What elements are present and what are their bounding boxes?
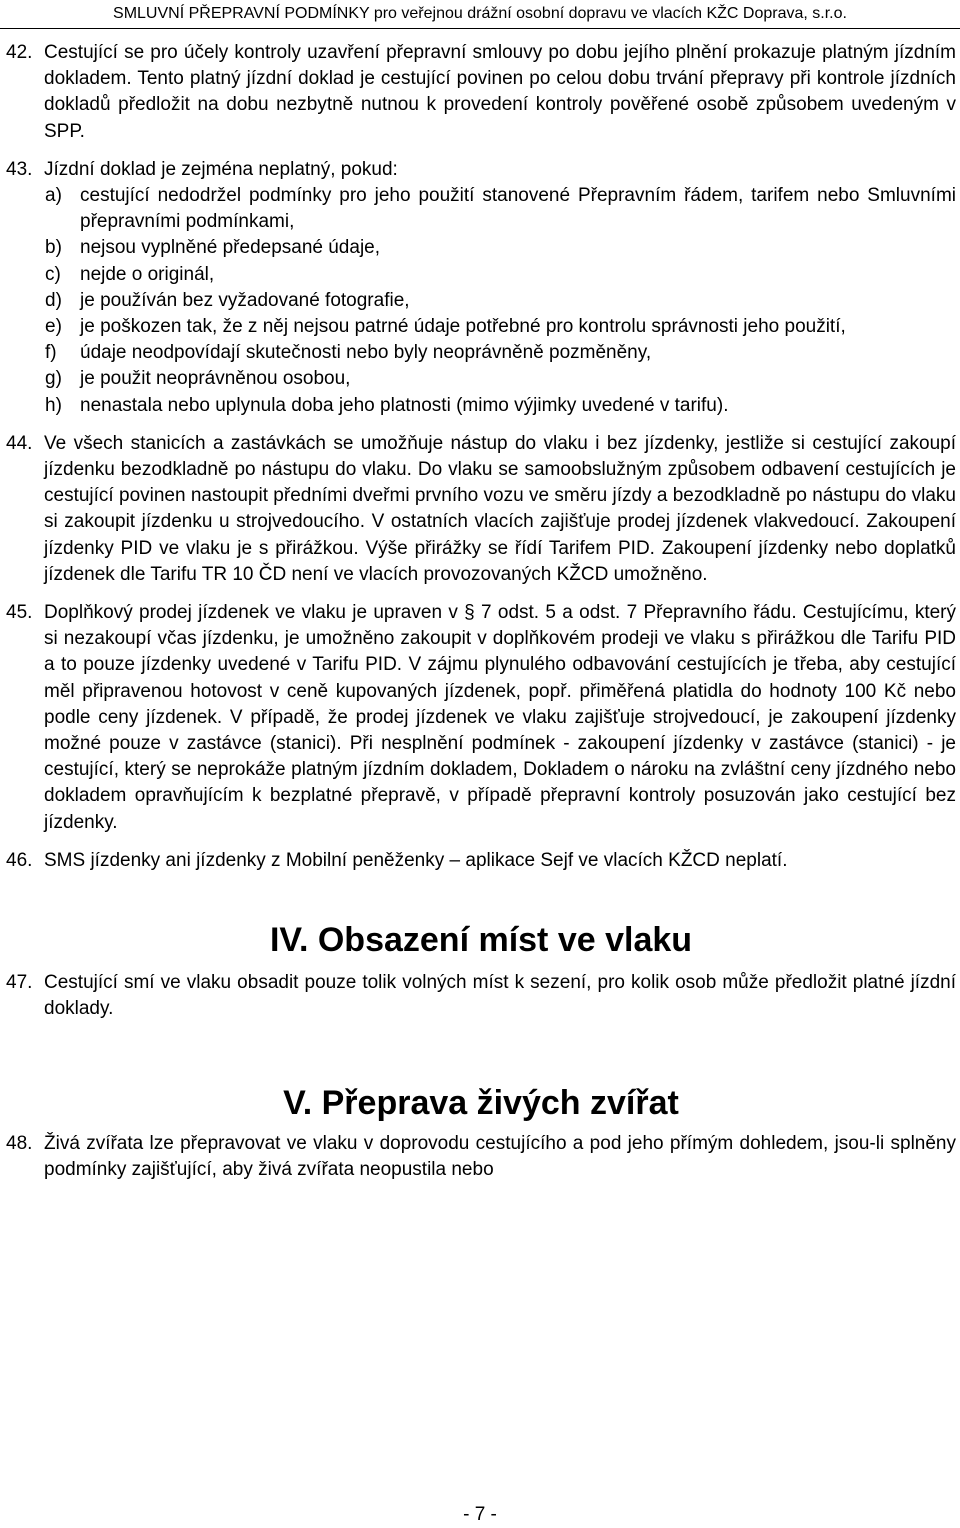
list-item [44,235,956,261]
list-letter: e) [45,316,62,338]
list-letter: g) [45,368,62,390]
article-number: 42. [6,42,33,63]
article-44 [6,431,956,588]
section-heading-iv: IV. Obsazení míst ve vlaku [269,921,693,960]
article-number: 47. [6,972,33,994]
running-header: SMLUVNÍ PŘEPRAVNÍ PODMÍNKY pro veřejnou drážní osobní dopravu ve vlacích KŽC Doprava, s.r.o. [113,5,847,22]
article-text: Cestující smí ve vlaku obsadit pouze tolik volných míst k sezení, pro kolik osob může předložit platné jízdní doklady. [44,972,956,1020]
article-number: 45. [6,602,33,624]
list-item-text: je poškozen tak, že z něj nejsou patrné údaje potřebné pro kontrolu správnosti jeho použití, [80,316,846,338]
list-item [44,288,956,314]
article-text: SMS jízdenky ani jízdenky z Mobilní peněženky – aplikace Sejf ve vlacích KŽCD neplatí. [44,849,788,871]
article-text: Cestující se pro účely kontroly uzavření přepravní smlouvy po dobu jejího plnění prokazuje platným jízdním dokladem. Tento platný jízdní doklad je cestující povinen po celou dobu trvání přepravy při kontrole jízdních dokladů předložit na dobu nezbytně nutnou k provedení kontroly pověřené osobě způsobem uvedeným v SPP. [44,42,956,142]
article-text: Ve všech stanicích a zastávkách se umožňuje nástup do vlaku i bez jízdenky, jestliže si cestující zakoupí jízdenku bezodkladně po nástupu do vlaku. Do vlaku se samoobslužným způsobem odbavení cestujících je cestující povinen nastoupit předními dveřmi prvního vozu ve směru jízdy a bezodkladně po nástupu do vlaku si zakoupit jízdenku u strojvedoucího. V ostatních vlacích zajišťuje prodej jízdenek vlakvedoucí. Zakoupení jízdenky PID ve vlaku je s přirážkou. Výše přirážky se řídí Tarifem PID. Zakoupení jízdenky nebo doplatků jízdenek dle Tarifu TR 10 ČD není ve vlacích provozovaných KŽCD umožněno. [44,432,956,585]
header-rule [0,28,960,29]
article-content [44,157,956,419]
list-item [44,340,956,366]
list-item [44,393,956,419]
article-47 [6,970,956,1022]
article-intro: Jízdní doklad je zejména neplatný, pokud: [44,158,398,180]
article-46 [6,848,956,874]
list-item [44,183,956,235]
article-number: 48. [6,1132,33,1154]
list-letter: h) [45,394,62,416]
section-heading-v: V. Přeprava živých zvířat [283,1083,679,1122]
list-letter: a) [45,185,62,207]
article-text: Doplňkový prodej jízdenek ve vlaku je upraven v § 7 odst. 5 a odst. 7 Přepravního řádu. Cestujícímu, který si nezakoupí včas jízdenku, je umožněno zakoupit v doplňkovém prodeji ve vlaku s přirážkou dle Tarifu PID a to pouze jízdenky uvedené v Tarifu PID. V zájmu plynulého odbavování cestujících je třeba, aby cestující měl připravenou hotovost v ceně kupovaných jízdenek, popř. přiměřená platidla do hodnoty 100 Kč nebo podle ceny jízdenek. V případě, že prodej jízdenek ve vlaku zajišťuje strojvedoucí, je zakoupení jízdenky možné pouze v zastávce (stanici). Při nesplnění podmínek - zakoupení jízdenky v zastávce (stanici) - je cestující, který se neprokáže platným jízdním dokladem, Dokladem o nároku na zvláštní ceny jízdného nebo dokladem opravňujícím k bezplatné přepravě, v případě přepravní kontroly posuzován jako cestující bez jízdenky. [44,602,956,833]
list-letter: f) [45,342,57,364]
list-item [44,262,956,288]
list-item-text: je používán bez vyžadované fotografie, [80,289,410,311]
list-letter: d) [45,289,62,311]
list-item-text: nejde o originál, [80,263,215,285]
article-42 [6,40,956,145]
list-item [44,366,956,392]
document-body [6,40,956,1195]
invalid-conditions-list [44,183,956,419]
page-number: - 7 - [463,1504,497,1525]
list-item-text: údaje neodpovídají skutečnosti nebo byly neoprávněně pozměněny, [80,342,652,364]
article-number: 43. [6,158,33,180]
article-45 [6,600,956,836]
article-text: Živá zvířata lze přepravovat ve vlaku v doprovodu cestujícího a pod jeho přímým dohledem, jsou-li splněny podmínky zajišťující, aby živá zvířata neopustila nebo [44,1132,956,1180]
article-number: 44. [6,432,33,454]
article-number: 46. [6,849,33,871]
list-item-text: nenastala nebo uplynula doba jeho platnosti (mimo výjimky uvedené v tarifu). [80,394,729,416]
list-item-text: nejsou vyplněné předepsané údaje, [80,237,381,259]
article-43 [6,157,956,419]
list-item-text: je použit neoprávněnou osobou, [80,368,351,390]
list-letter: b) [45,237,62,259]
list-item [44,314,956,340]
list-letter: c) [45,263,61,285]
article-48 [6,1131,956,1183]
list-item-text: cestující nedodržel podmínky pro jeho použití stanovené Přepravním řádem, tarifem nebo Smluvními přepravními podmínkami, [80,185,956,233]
